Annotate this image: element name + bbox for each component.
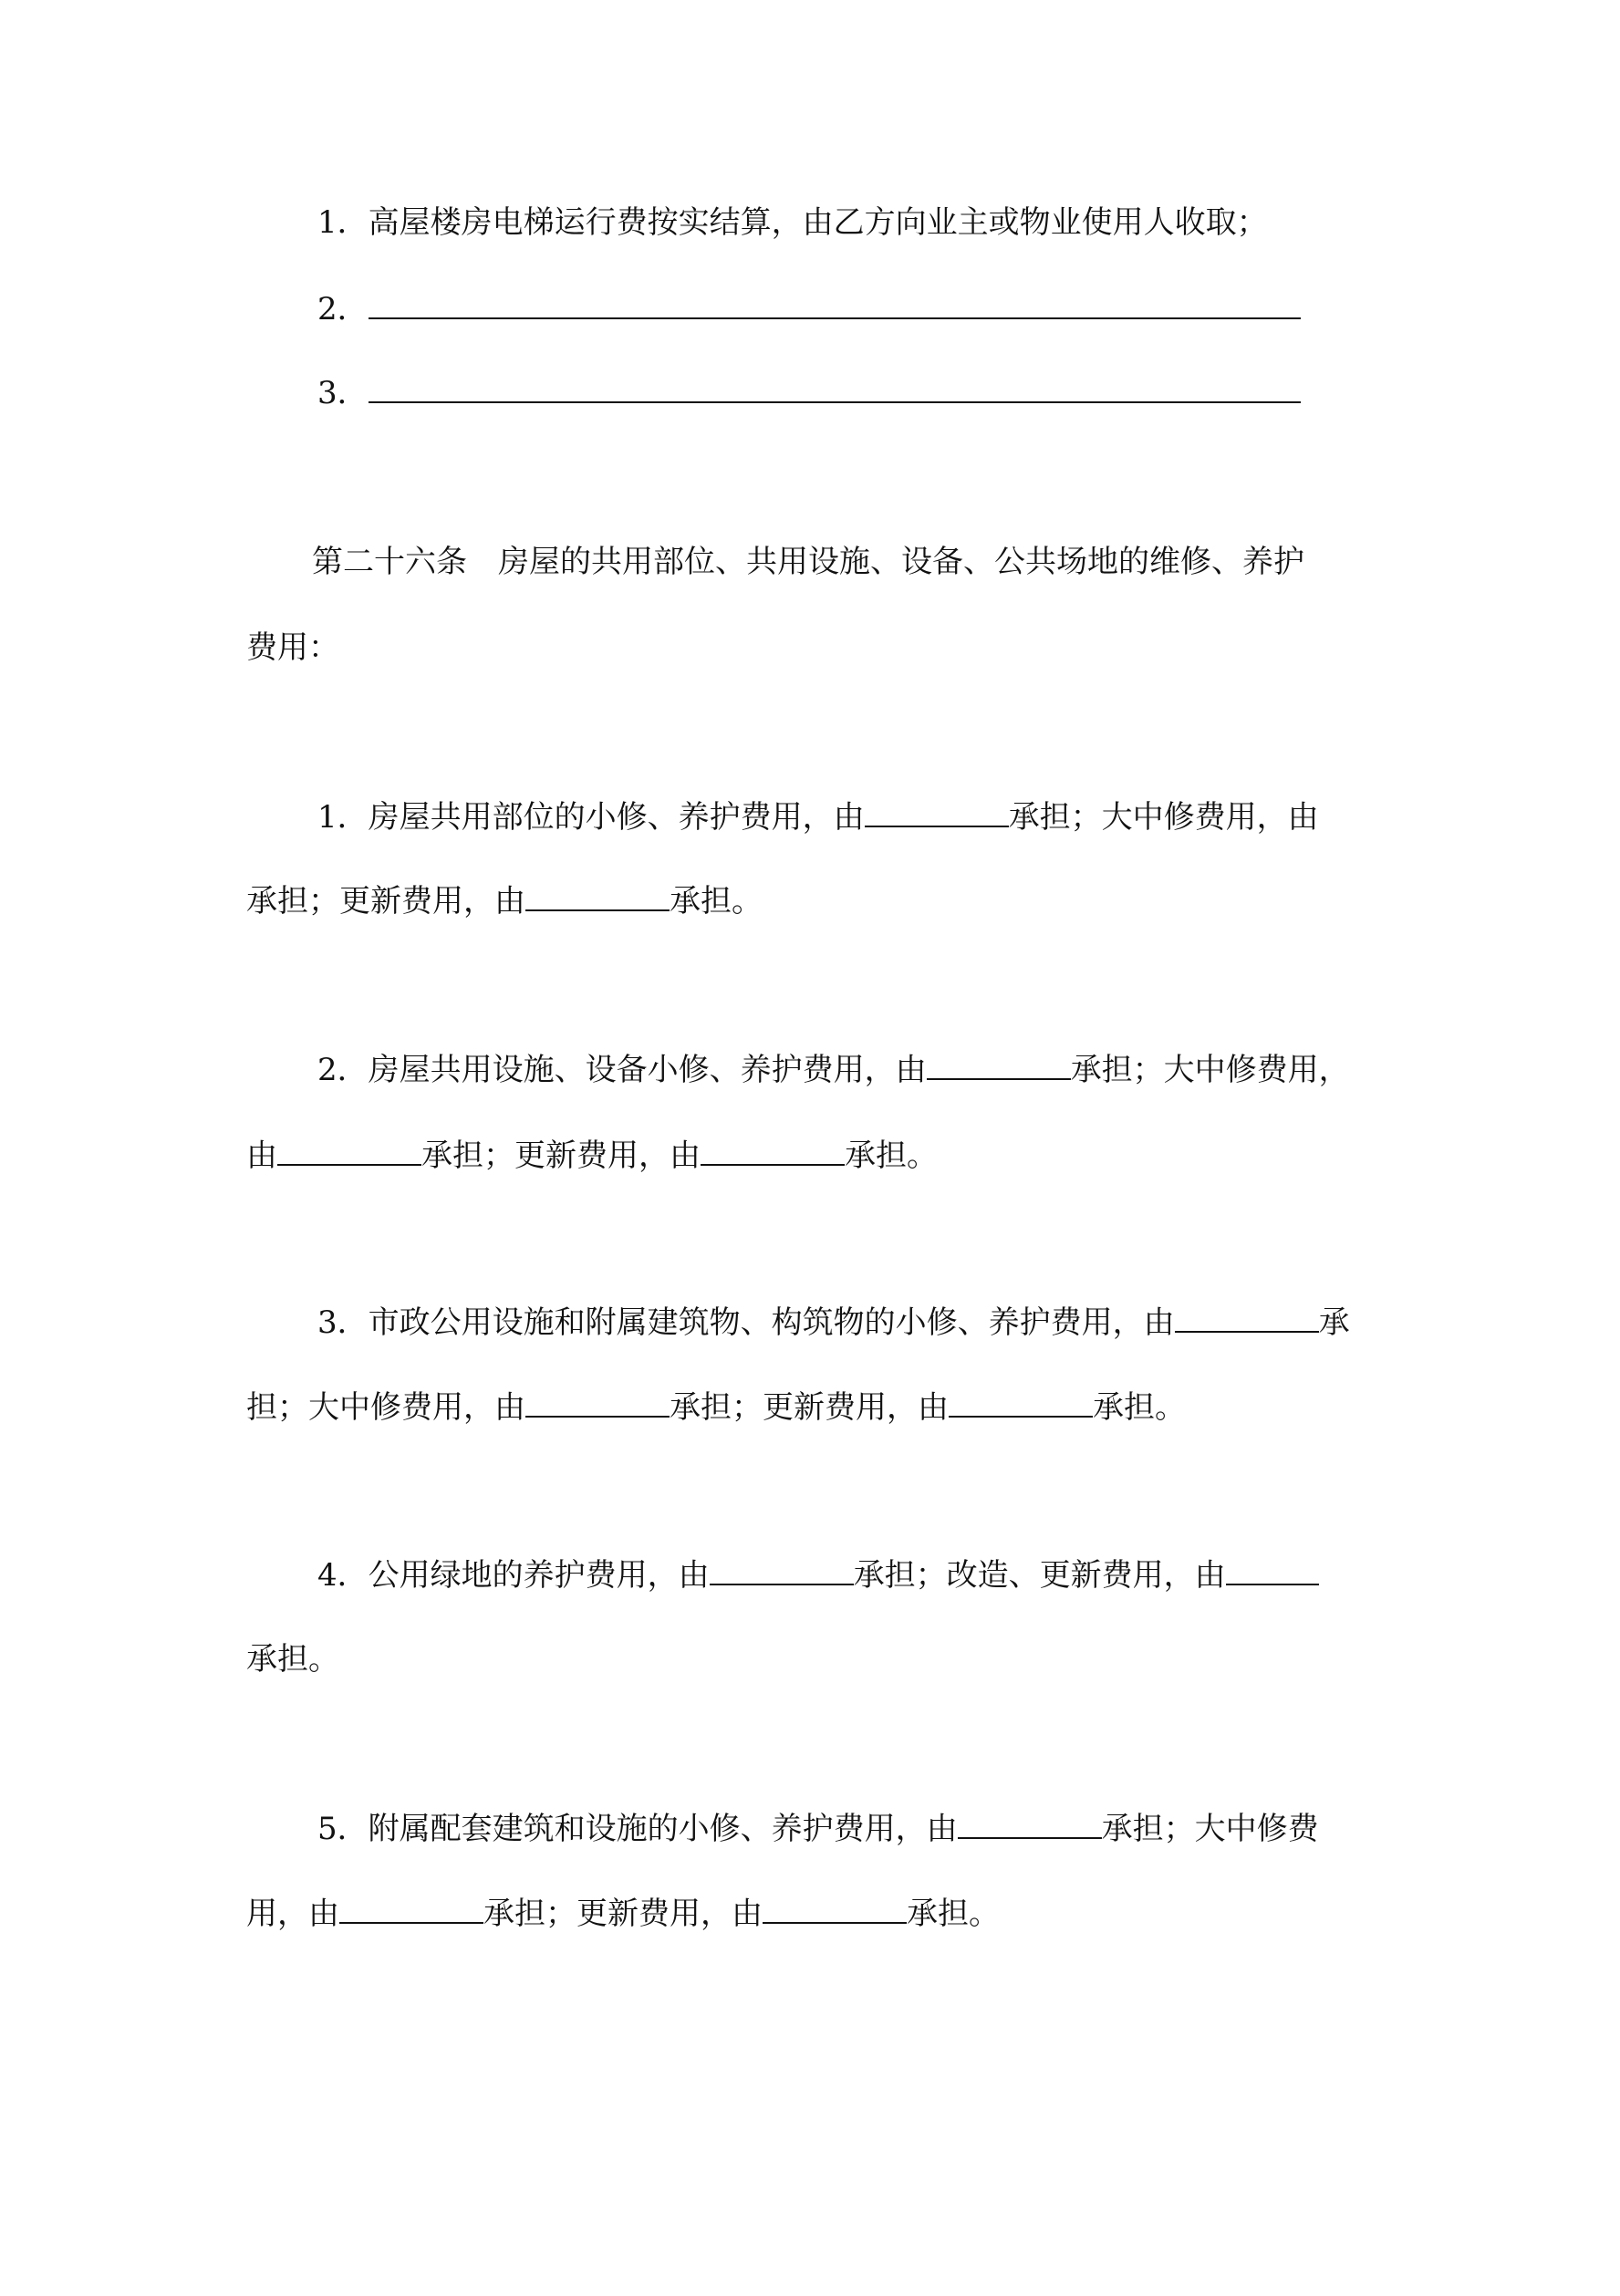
fill-blank[interactable] — [949, 1385, 1093, 1418]
fill-blank[interactable] — [1226, 1553, 1319, 1585]
fill-blank[interactable] — [525, 1385, 670, 1418]
clause-1-line-1: 1．房屋共用部位的小修、养护费用，由 承担；大中修费用，由 — [317, 795, 1319, 838]
fill-blank[interactable] — [710, 1553, 854, 1585]
article-26-heading: 第二十六条 房屋的共用部位、共用设施、设备、公共场地的维修、养护 — [312, 544, 1304, 580]
list-item-1: 1．高屋楼房电梯运行费按实结算，由乙方向业主或物业使用人收取； — [317, 204, 1268, 241]
clause-1-line-2: 承担；更新费用，由 承担。 — [246, 878, 763, 922]
fill-blank[interactable] — [958, 1806, 1102, 1839]
fill-blank[interactable] — [865, 795, 1009, 827]
list-item-2: 2． — [317, 286, 1301, 330]
clause-2-line-1: 2．房屋共用设施、设备小修、养护费用，由 承担；大中修费用， — [317, 1047, 1350, 1091]
clause-3-line-2: 担；大中修费用，由 承担；更新费用，由 承担。 — [246, 1385, 1186, 1429]
clause-5-line-2: 用，由 承担；更新费用，由 承担。 — [246, 1891, 1000, 1935]
clause-4-line-2: 承担。 — [246, 1641, 339, 1678]
clause-3-line-1: 3．市政公用设施和附属建筑物、构筑物的小修、养护费用，由 承 — [317, 1300, 1350, 1344]
fill-blank[interactable] — [1175, 1300, 1319, 1333]
clause-2-line-2: 由 承担；更新费用，由 承担。 — [246, 1133, 938, 1177]
list-item-3: 3． — [317, 370, 1301, 414]
fill-blank[interactable] — [927, 1047, 1071, 1080]
fill-blank[interactable] — [701, 1133, 845, 1166]
clause-5-line-1: 5．附属配套建筑和设施的小修、养护费用，由 承担；大中修费 — [317, 1806, 1319, 1850]
clause-4-line-1: 4．公用绿地的养护费用，由 承担；改造、更新费用，由 — [317, 1553, 1319, 1596]
fill-blank[interactable] — [277, 1133, 421, 1166]
article-26-heading-cont: 费用： — [246, 629, 339, 666]
fill-blank[interactable] — [525, 878, 670, 911]
fill-blank[interactable] — [369, 370, 1301, 403]
fill-blank[interactable] — [369, 286, 1301, 319]
fill-blank[interactable] — [763, 1891, 907, 1924]
fill-blank[interactable] — [339, 1891, 483, 1924]
